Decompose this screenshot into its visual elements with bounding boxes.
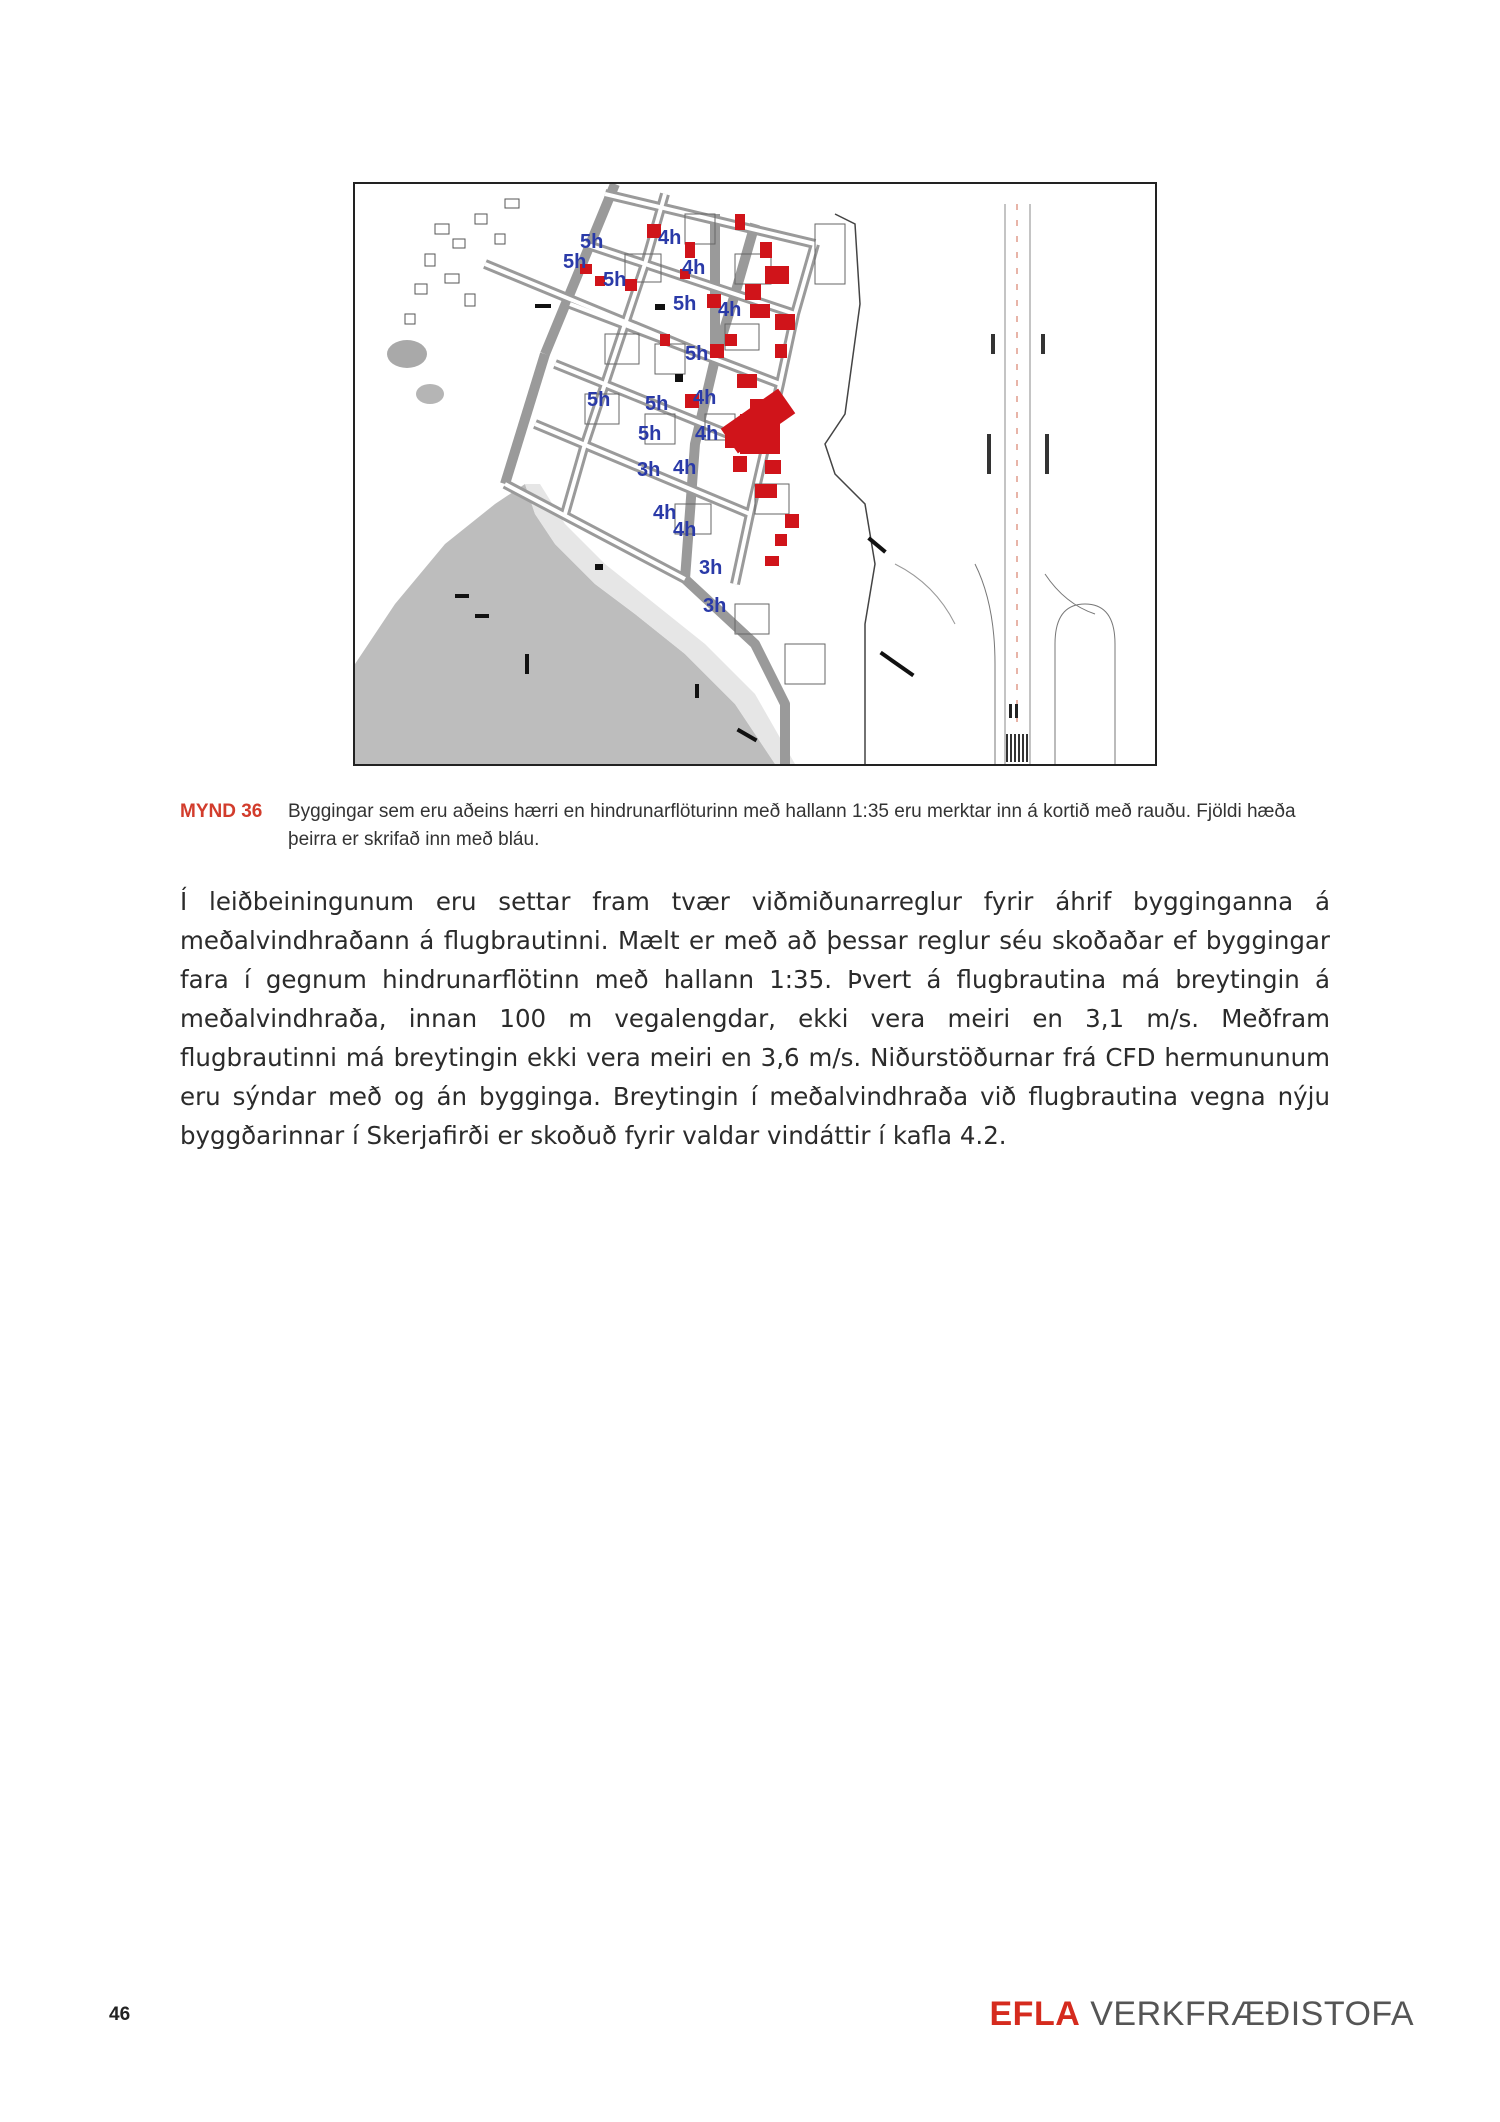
height-label: 5h (645, 393, 669, 415)
height-label: 4h (673, 457, 697, 479)
height-label: 5h (673, 293, 697, 315)
height-label: 5h (587, 389, 611, 411)
airport-boundary (825, 214, 875, 764)
brand-logo (990, 1995, 1415, 2034)
height-label: 5h (603, 269, 627, 291)
brand-subtitle: VERKFRÆÐISTOFA (1090, 1995, 1414, 2033)
height-label: 4h (695, 423, 719, 445)
height-label: 5h (563, 251, 587, 273)
site-map-figure (353, 182, 1157, 766)
height-label: 4h (658, 227, 682, 249)
pond-2 (416, 384, 444, 404)
height-label: 4h (673, 519, 697, 541)
height-label: 4h (693, 387, 717, 409)
figure-caption (180, 798, 1330, 854)
height-label: 3h (637, 459, 661, 481)
runway (895, 204, 1115, 764)
pond (387, 340, 427, 368)
height-label: 3h (699, 557, 723, 579)
height-label: 3h (703, 595, 727, 617)
height-label: 4h (682, 257, 706, 279)
height-label: 4h (718, 299, 742, 321)
height-label: 5h (638, 423, 662, 445)
height-label: 5h (685, 343, 709, 365)
height-label: 5h (580, 231, 604, 253)
height-label: 4h (653, 502, 677, 524)
page-number: 46 (109, 2004, 131, 2025)
caption-text: Byggingar sem eru aðeins hærri en hindrunarflöturinn með hallann 1:35 eru merktar inn á kortið með rauðu. Fjöldi hæða þeirra er skrifað inn með bláu. (288, 801, 1296, 850)
site-map (355, 184, 1155, 764)
caption-label: MYND 36 (180, 801, 263, 822)
brand-name: EFLA (989, 1995, 1081, 2033)
body-paragraph: Í leiðbeiningunum eru settar fram tvær viðmiðunarreglur fyrir áhrif bygginganna á meðalvindhraðann á flugbrautinni. Mælt er með að þessar reglur séu skoðaðar ef byggingar fara í gegnum hindrunarflötinn með hallann 1:35. Þvert á flugbrautina má breytingin á meðalvindhraða, innan 100 m vegalengdar, ekki vera meiri en 3,1 m/s. Meðfram flugbrautinni má breytingin ekki vera meiri en 3,6 m/s. Niðurstöðurnar frá CFD hermununum eru sýndar með og án bygginga. Breytingin í meðalvindhraða við flugbrautina vegna nýju byggðarinnar í Skerjafirði er skoðuð fyrir valdar vindáttir í kafla 4.2. (180, 887, 1330, 1150)
